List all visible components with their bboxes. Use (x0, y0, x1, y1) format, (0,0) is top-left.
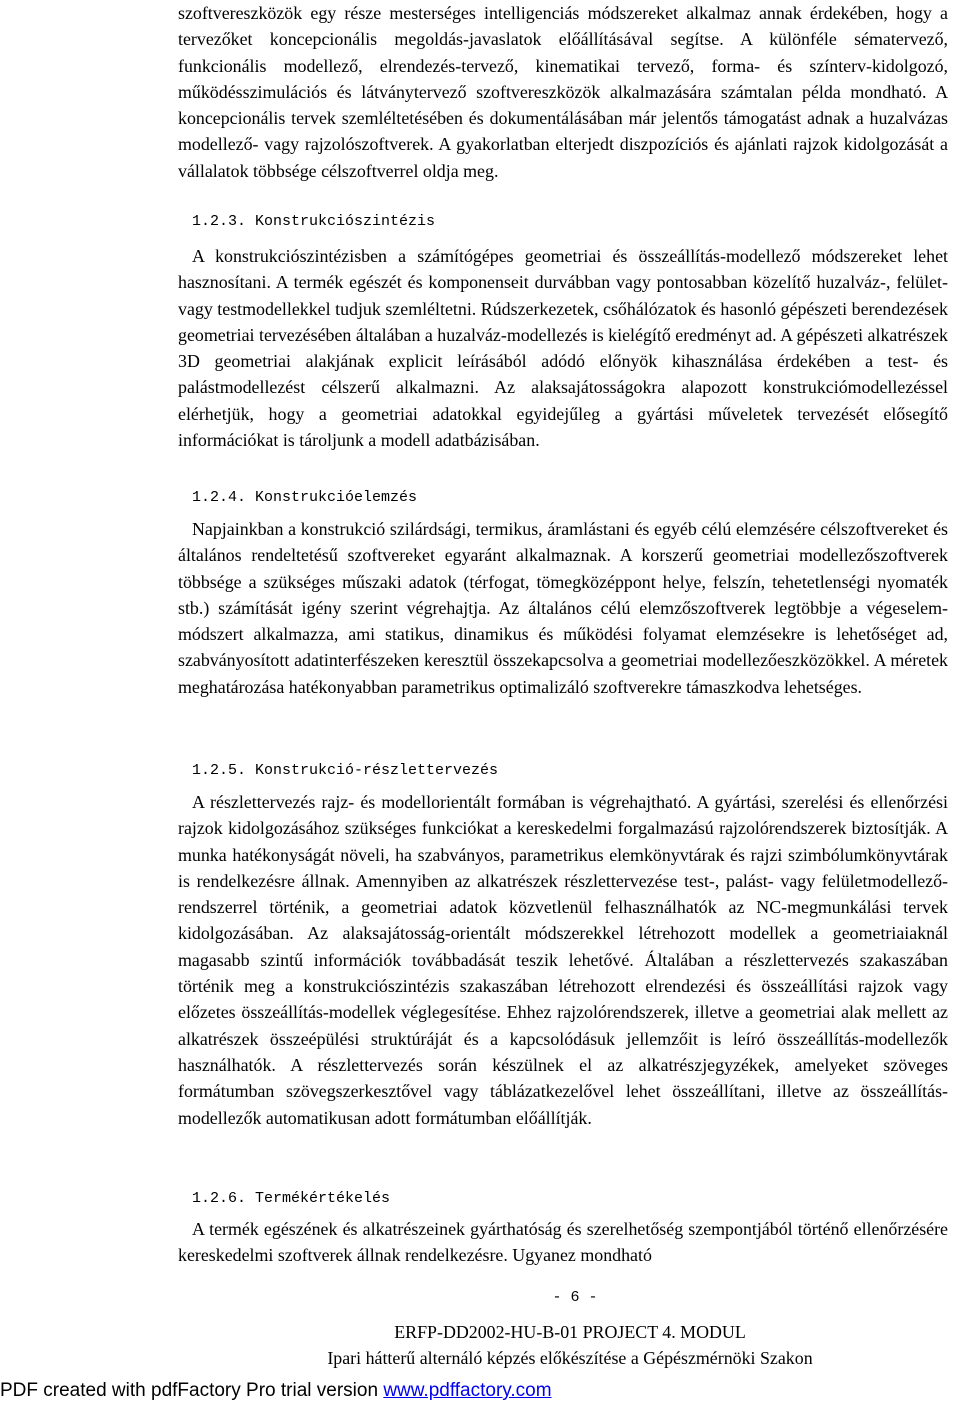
paragraph-konstrukcioelemzes: Napjainkban a konstrukció szilárdsági, termikus, áramlástani és egyéb célú elemzésére célszoftvereket és általános rendeltetésű szoftvereket egyaránt alkalmaznak. A korszerű geometriai modellezőszoftverek többsége a szükséges műszaki adatok (térfogat, tömegközéppont helye, felszín, tehetetlenségi nyomaték stb.) számítását igény szerint végrehajtja. Az általános célú elemzőszoftverek legtöbbje a végeselem-módszert alkalmazza, ami statikus, dinamikus és működési folyamat elemzésekre is lehetőséget ad, szabványosított adatinterfészeken keresztül összekapcsolva a geometriai modellezőeszközökkel. A méretek meghatározása hatékonyabban parametrikus optimalizáló szoftverekre támaszkodva lehetséges. (178, 519, 948, 697)
text-block-4 (178, 789, 948, 1131)
text-block-5 (178, 1216, 948, 1269)
page-number: - 6 - (552, 1289, 598, 1306)
paragraph-konstrukcioszintezis: A konstrukciószintézisben a számítógépes geometriai és összeállítás-modellező módszereket lehet hasznosítani. A termék egészét és komponenseit durvábban vagy pontosabban közelítő huzalváz-, felület- vagy testmodellekkel tudjuk szemléltetni. Rúdszerkezetek, csőhálózatok és hasonló gépészeti berendezések geometriai tervezésében általában a huzalváz-modellezés is kielégítő eredményt ad. A gépészeti alkatrészek 3D geometriai alakjának explicit leírásából adódó előnyök kihasználása érdekében a test- és palástmodellezést célszerű alkalmazni. Az alaksajátosságokra alapozott konstrukciómodellezéssel elérhetjük, hogy a geometriai adatokkal egyidejűleg a gyártási műveletek tervezését elősegítő információkat is tároljunk a modell adatbázisában. (178, 246, 948, 451)
section-heading-konstrukcioszintezis: 1.2.3. Konstrukciószintézis (192, 213, 436, 230)
section-1-2-5 (178, 761, 948, 781)
section-heading-reszlettervezes: 1.2.5. Konstrukció-részlettervezés (192, 762, 499, 779)
paragraph-reszlettervezes: A részlettervezés rajz- és modellorientált formában is végrehajtható. A gyártási, szerelési és ellenőrzési rajzok kidolgozásához szükséges funkciókat a kereskedelmi forgalmazású rajzolórendszerek biztosítják. A munka hatékonyságát növeli, ha szabványos, parametrikus elemkönyvtárak és rajzi szimbólumkönyvtárak is rendelkezésre állnak. Amennyiben az alkatrészek részlettervezése test-, palást- vagy felületmodellező-rendszerrel történik, a geometriai adatok közvetlenül felhasználhatók az NC-megmunkálási tervek kidolgozásában. Az alaksajátosság-orientált módszerekkel létrehozott modellek a geometriaiaknál magasabb szintű információk továbbadását teszik lehetővé. Általában a részlettervezés szakaszában történik meg a konstrukciószintézis szakaszában létrehozott elrendezési és összeállítási rajzok vagy előzetes összeállítás-modellek véglegesítése. Ehhez rajzolórendszerek, illetve a geometriai alak mellett az alkatrészek összeépülési struktúráját és a kapcsolódásuk jellemzőit is leíró összeállítás-modellezők használhatók. A részlettervezés során készülnek el az alkatrészjegyzékek, amelyeket szöveges formátumban szövegszerkesztővel vagy táblázatkezelővel lehet összeállítani, illetve az összeállítás-modellezők automatikusan adott formátumban előállítják. (178, 792, 948, 1128)
paragraph-intro: szoftvereszközök egy része mesterséges intelligenciás módszereket alkalmaz annak érdekében, hogy a tervezőket koncepcionális megoldás-javaslatok előállításával segítse. A különféle sématervező, funkcionális modellező, elrendezés-tervező, kinematikai tervező, forma- és színterv-kidolgozó, működésszimulációs és látványtervező szoftvereszközök alkalmazására számtalan példa mondható. A koncepcionális tervek szemléltetésében és dokumentálásában már jelentős támogatást adnak a huzalvázas modellező- vagy rajzolószoftverek. A gyakorlatban elterjedt diszpozíciós és ajánlati rajzok kidolgozását a vállalatok többsége célszoftverrel oldja meg. (178, 3, 948, 181)
text-block-1 (178, 0, 948, 184)
pdf-creator-banner (0, 1377, 960, 1405)
pdffactory-link[interactable]: www.pdffactory.com (383, 1380, 552, 1401)
text-block-2 (178, 243, 948, 453)
section-1-2-4 (178, 488, 948, 508)
section-1-2-3 (178, 212, 948, 232)
section-heading-konstrukcioelemzes: 1.2.4. Konstrukcióelemzés (192, 489, 418, 506)
pdf-banner-text: PDF created with pdfFactory Pro trial version (0, 1380, 384, 1401)
section-heading-termekertekeles: 1.2.6. Termékértékelés (192, 1190, 391, 1207)
section-1-2-6 (178, 1189, 948, 1209)
text-block-3 (178, 516, 948, 700)
paragraph-termekertekeles: A termék egészének és alkatrészeinek gyárthatóság és szerelhetőség szempontjából történő ellenőrzésére kereskedelmi szoftverek állnak rendelkezésre. Ugyanez mondható (178, 1219, 948, 1266)
footer-project-code: ERFP-DD2002-HU-B-01 PROJECT 4. MODUL (394, 1322, 746, 1342)
footer-course-title: Ipari hátterű alternáló képzés előkészítése a Gépészmérnöki Szakon (327, 1348, 813, 1368)
